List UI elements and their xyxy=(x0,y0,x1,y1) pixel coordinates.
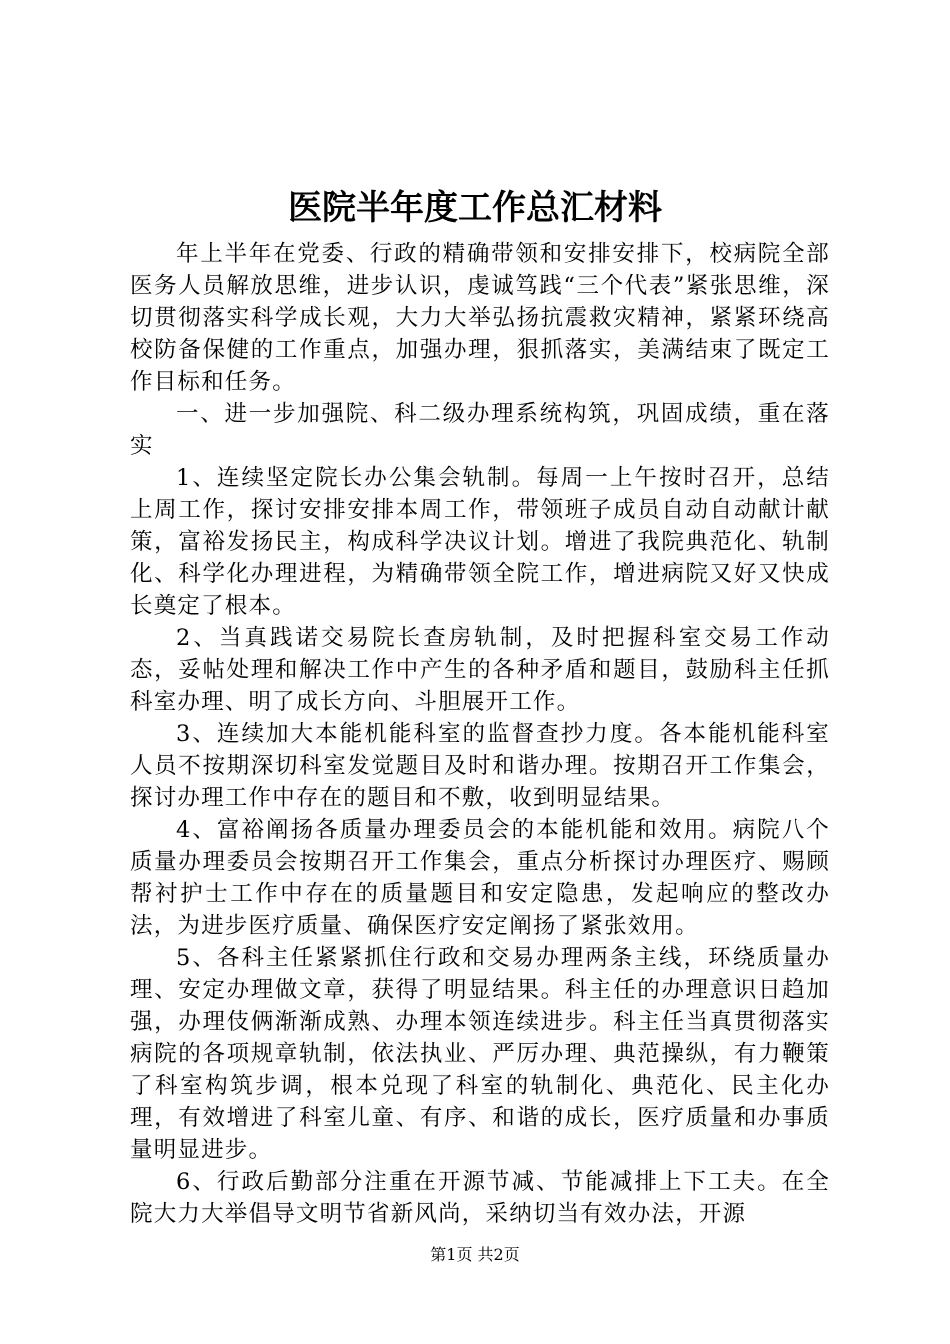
paragraph-intro: 年上半年在党委、行政的精确带领和安排安排下，校病院全部医务人员解放思维，进步认识，虔诚笃践“三个代表”紧张思维，深切贯彻落实科学成长观，大力大举弘扬抗震救灾精神，紧紧环绕高校防备保健的工作重点，加强办理，狠抓落实，美满结束了既定工作目标和任务。 xyxy=(130,241,830,395)
paragraph-item-5: 5、各科主任紧紧抓住行政和交易办理两条主线，环绕质量办理、安定办理做文章，获得了明显结果。科主任的办理意识日趋加强，办理伎俩渐渐成熟、办理本领连续进步。科主任当真贯彻落实病院的各项规章轨制，依法执业、严厉办理、典范操纵，有力鞭策了科室构筑步调，根本兑现了科室的轨制化、典范化、民主化办理，有效增进了科室儿童、有序、和谐的成长，医疗质量和办事质量明显进步。 xyxy=(130,945,830,1163)
section-heading-1: 一、进一步加强院、科二级办理系统构筑，巩固成绩，重在落实 xyxy=(130,401,830,459)
paragraph-item-1: 1、连续坚定院长办公集会轨制。每周一上午按时召开，总结上周工作，探讨安排安排本周工作，带领班子成员自动自动献计献策，富裕发扬民主，构成科学决议计划。增进了我院典范化、轨制化、科学化办理进程，为精确带领全院工作，增进病院又好又快成长奠定了根本。 xyxy=(130,465,830,619)
document-body xyxy=(130,238,830,1230)
paragraph-item-2: 2、当真践诺交易院长查房轨制，及时把握科室交易工作动态，妥帖处理和解决工作中产生的各种矛盾和题目，鼓励科主任抓科室办理、明了成长方向、斗胆展开工作。 xyxy=(130,625,830,715)
paragraph-item-4: 4、富裕阐扬各质量办理委员会的本能机能和效用。病院八个质量办理委员会按期召开工作集会，重点分析探讨办理医疗、赐顾帮衬护士工作中存在的质量题目和安定隐患，发起响应的整改办法，为进步医疗质量、确保医疗安定阐扬了紧张效用。 xyxy=(130,817,830,939)
document-title: 医院半年度工作总汇材料 xyxy=(288,188,662,228)
page-footer: 第1页 共2页 xyxy=(430,1245,520,1264)
paragraph-item-3: 3、连续加大本能机能科室的监督查抄力度。各本能机能科室人员不按期深切科室发觉题目及时和谐办理。按期召开工作集会，探讨办理工作中存在的题目和不敷，收到明显结果。 xyxy=(130,721,830,811)
paragraph-item-6: 6、行政后勤部分注重在开源节减、节能减排上下工夫。在全院大力大举倡导文明节省新风尚，采纳切当有效办法，开源 xyxy=(130,1169,830,1227)
